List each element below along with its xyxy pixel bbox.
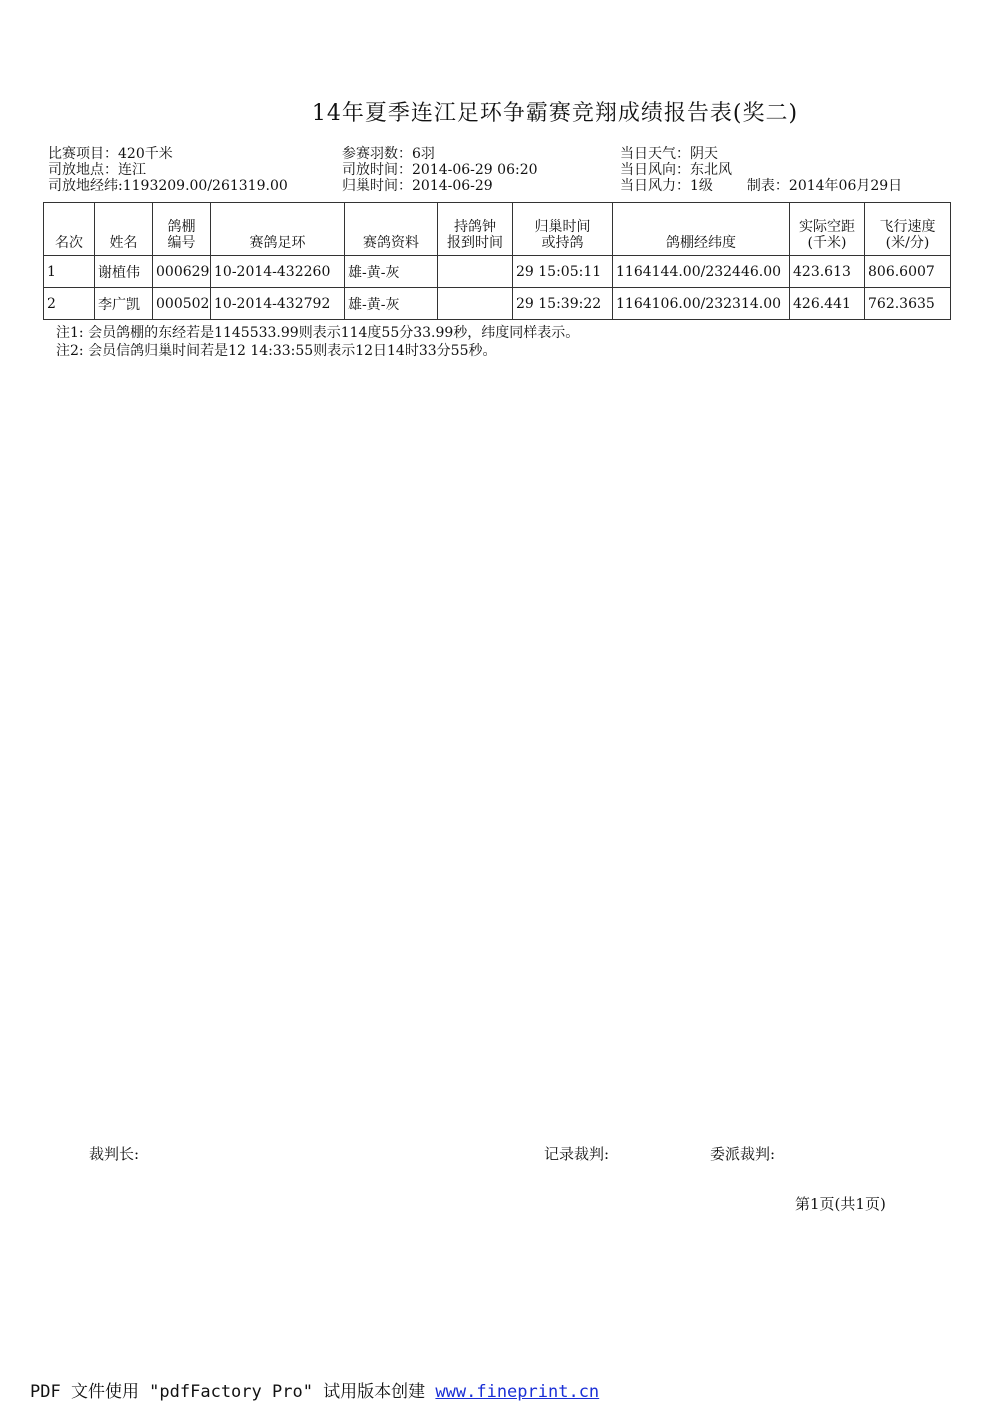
delegate-judge-label: 委派裁判:: [710, 1145, 776, 1163]
cell-return-time: 29 15:05:11: [513, 256, 613, 288]
header-rank: 名次: [44, 203, 95, 256]
page-number: 第1页(共1页): [795, 1195, 886, 1213]
header-ring: 赛鸽足环: [211, 203, 345, 256]
cell-distance: 423.613: [790, 256, 865, 288]
header-bird-info: 赛鸽资料: [345, 203, 438, 256]
meta-column-1: [48, 146, 288, 194]
header-loft-id: 鸽棚 编号: [153, 203, 211, 256]
table-row: [44, 256, 951, 288]
cell-return-time: 29 15:39:22: [513, 288, 613, 320]
meta-weather: 当日天气：阴天: [620, 146, 718, 162]
header-return-time: 归巢时间 或持鸽: [513, 203, 613, 256]
header-speed: 飞行速度 (米/分): [865, 203, 951, 256]
meta-entry-count: 参赛羽数：6羽: [342, 146, 435, 162]
footer-text: PDF 文件使用 "pdfFactory Pro" 试用版本创建: [30, 1382, 436, 1402]
cell-loft-id: 000629: [153, 256, 211, 288]
meta-maker-date: 制表：2014年06月29日: [746, 178, 903, 194]
pdf-footer: [30, 1377, 599, 1402]
footer-link[interactable]: www.fineprint.cn: [435, 1382, 600, 1402]
chief-judge-label: 裁判长:: [89, 1145, 140, 1163]
cell-rank: 1: [44, 256, 95, 288]
meta-wind-force: 当日风力：1级: [620, 178, 713, 194]
recorder-judge-label: 记录裁判:: [544, 1145, 610, 1163]
cell-clock-time: [438, 256, 513, 288]
cell-ring: 10-2014-432792: [211, 288, 345, 320]
cell-loft-coords: 1164106.00/232314.00: [613, 288, 790, 320]
meta-wind-force-line: [620, 178, 902, 194]
table-header-row: [44, 203, 951, 256]
cell-speed: 806.6007: [865, 256, 951, 288]
cell-loft-id: 000502: [153, 288, 211, 320]
meta-column-3: [620, 146, 902, 194]
meta-wind-direction: 当日风向：东北风: [620, 162, 732, 178]
cell-speed: 762.3635: [865, 288, 951, 320]
meta-release-coords: 司放地经纬:1193209.00/261319.00: [48, 178, 288, 194]
cell-bird-info: 雄-黄-灰: [345, 256, 438, 288]
cell-distance: 426.441: [790, 288, 865, 320]
header-loft-coords: 鸽棚经纬度: [613, 203, 790, 256]
note-1: 注1: 会员鸽棚的东经若是1145533.99则表示114度55分33.99秒，纬度同样表示。: [56, 325, 580, 341]
meta-release-site: 司放地点：连江: [48, 162, 146, 178]
header-clock-time: 持鸽钟 报到时间: [438, 203, 513, 256]
notes: [56, 324, 579, 360]
cell-name: 李广凯: [95, 288, 153, 320]
cell-loft-coords: 1164144.00/232446.00: [613, 256, 790, 288]
cell-name: 谢植伟: [95, 256, 153, 288]
meta-return-date: 归巢时间：2014-06-29: [342, 178, 493, 194]
table-row: [44, 288, 951, 320]
cell-clock-time: [438, 288, 513, 320]
meta-column-2: [342, 146, 538, 194]
results-table: [43, 202, 951, 320]
header-distance: 实际空距 (千米): [790, 203, 865, 256]
cell-ring: 10-2014-432260: [211, 256, 345, 288]
report-title: 14年夏季连江足环争霸赛竞翔成绩报告表(奖二): [311, 101, 799, 126]
meta-event: 比赛项目：420千米: [48, 146, 173, 162]
header-name: 姓名: [95, 203, 153, 256]
note-2: 注2: 会员信鸽归巢时间若是12 14:33:55则表示12日14时33分55秒。: [56, 343, 497, 359]
cell-bird-info: 雄-黄-灰: [345, 288, 438, 320]
cell-rank: 2: [44, 288, 95, 320]
meta-release-time: 司放时间：2014-06-29 06:20: [342, 162, 538, 178]
